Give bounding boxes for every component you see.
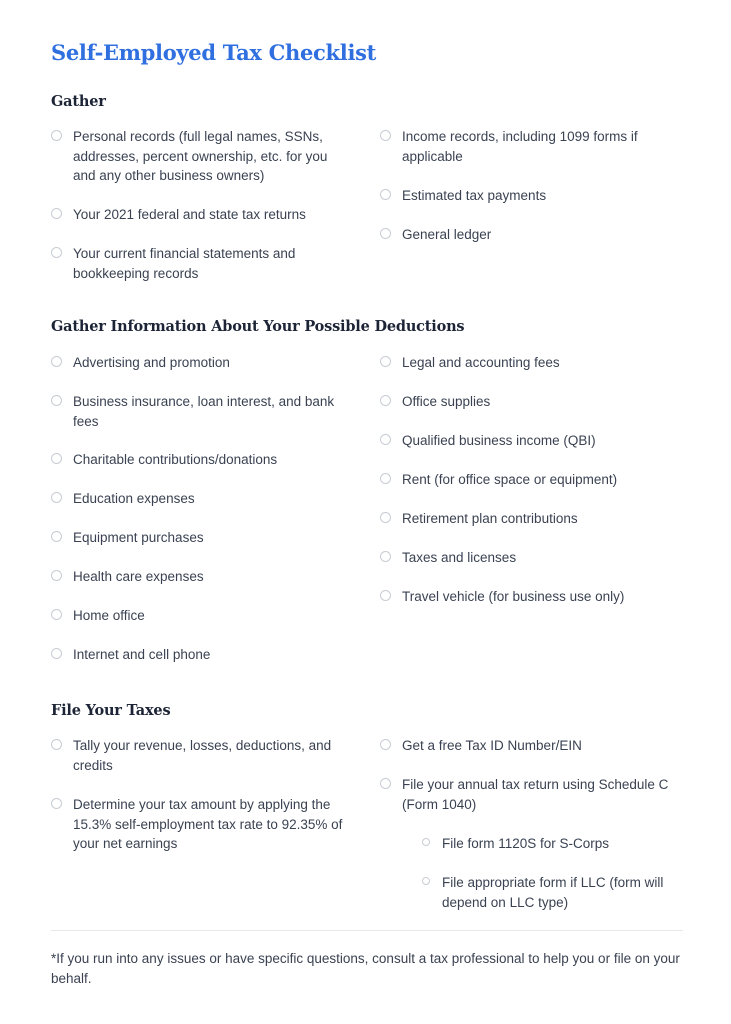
checklist-item-label: Get a free Tax ID Number/EIN	[402, 738, 582, 753]
checklist-item-label: Office supplies	[402, 394, 491, 409]
section-heading-deductions: Gather Information About Your Possible Deductions	[51, 318, 465, 335]
checklist-item-label: Health care expenses	[73, 569, 204, 584]
checkbox-circle-icon[interactable]	[380, 739, 391, 750]
checkbox-circle-icon[interactable]	[380, 434, 391, 445]
checklist-item-label: File form 1120S for S-Corps	[442, 836, 610, 851]
checklist-item-label: Equipment purchases	[73, 530, 204, 545]
checkbox-circle-icon[interactable]	[380, 395, 391, 406]
footer-divider	[51, 930, 683, 931]
checklist-item-label: Personal records (full legal names, SSNs, addresses, percent ownership, etc. for you and any other business owners)	[73, 129, 328, 183]
footnote: *If you run into any issues or have specific questions, consult a tax professional to help you or file on your behalf.	[51, 951, 680, 986]
checkbox-circle-icon[interactable]	[51, 739, 62, 750]
checklist-item-label: Tally your revenue, losses, deductions, and credits	[73, 738, 332, 773]
checkbox-circle-icon[interactable]	[51, 395, 62, 406]
checklist-item-label: Legal and accounting fees	[402, 355, 560, 370]
checkbox-circle-icon[interactable]	[51, 609, 62, 620]
checkbox-circle-icon[interactable]	[380, 130, 391, 141]
checklist-item-label: Charitable contributions/donations	[73, 452, 278, 467]
checkbox-circle-icon[interactable]	[380, 356, 391, 367]
section-heading-file-taxes: File Your Taxes	[51, 702, 171, 719]
checkbox-circle-icon[interactable]	[51, 570, 62, 581]
checkbox-circle-icon[interactable]	[51, 356, 62, 367]
checkbox-circle-icon[interactable]	[380, 512, 391, 523]
checkbox-circle-icon[interactable]	[380, 778, 391, 789]
page-title: Self-Employed Tax Checklist	[51, 40, 377, 65]
checklist-item-label: Your 2021 federal and state tax returns	[73, 207, 306, 222]
checkbox-circle-icon[interactable]	[51, 492, 62, 503]
checkbox-circle-icon[interactable]	[380, 473, 391, 484]
checkbox-circle-icon[interactable]	[51, 453, 62, 464]
checkbox-circle-icon[interactable]	[422, 877, 430, 885]
checkbox-circle-icon[interactable]	[380, 189, 391, 200]
checklist-item-label: Home office	[73, 608, 145, 623]
checklist-item-label: Estimated tax payments	[402, 188, 547, 203]
checklist-item-label: Advertising and promotion	[73, 355, 230, 370]
checkbox-circle-icon[interactable]	[422, 838, 430, 846]
checklist-item-label: Determine your tax amount by applying the 15.3% self-employment tax rate to 92.35% of your net earnings	[73, 797, 343, 851]
checklist-item-label: Taxes and licenses	[402, 550, 517, 565]
checkbox-circle-icon[interactable]	[51, 648, 62, 659]
checklist-item-label: File your annual tax return using Schedule C (Form 1040)	[402, 777, 669, 812]
checkbox-circle-icon[interactable]	[51, 798, 62, 809]
checkbox-circle-icon[interactable]	[380, 551, 391, 562]
checklist-item-label: Qualified business income (QBI)	[402, 433, 596, 448]
checkbox-circle-icon[interactable]	[380, 228, 391, 239]
section-heading-gather: Gather	[51, 93, 106, 110]
checklist-item-label: Business insurance, loan interest, and bank fees	[73, 394, 335, 429]
checklist-item-label: Education expenses	[73, 491, 195, 506]
checklist-item-label: Income records, including 1099 forms if applicable	[402, 129, 638, 164]
checklist-item-label: Internet and cell phone	[73, 647, 211, 662]
checklist-item-label: Travel vehicle (for business use only)	[402, 589, 625, 604]
checklist-item-label: Rent (for office space or equipment)	[402, 472, 618, 487]
checklist-item-label: General ledger	[402, 227, 492, 242]
checkbox-circle-icon[interactable]	[380, 590, 391, 601]
checklist-item-label: Your current financial statements and bookkeeping records	[73, 246, 296, 281]
checkbox-circle-icon[interactable]	[51, 531, 62, 542]
checklist-item-label: Retirement plan contributions	[402, 511, 578, 526]
checkbox-circle-icon[interactable]	[51, 208, 62, 219]
checklist-item-label: File appropriate form if LLC (form will depend on LLC type)	[442, 875, 664, 910]
checkbox-circle-icon[interactable]	[51, 247, 62, 258]
checkbox-circle-icon[interactable]	[51, 130, 62, 141]
